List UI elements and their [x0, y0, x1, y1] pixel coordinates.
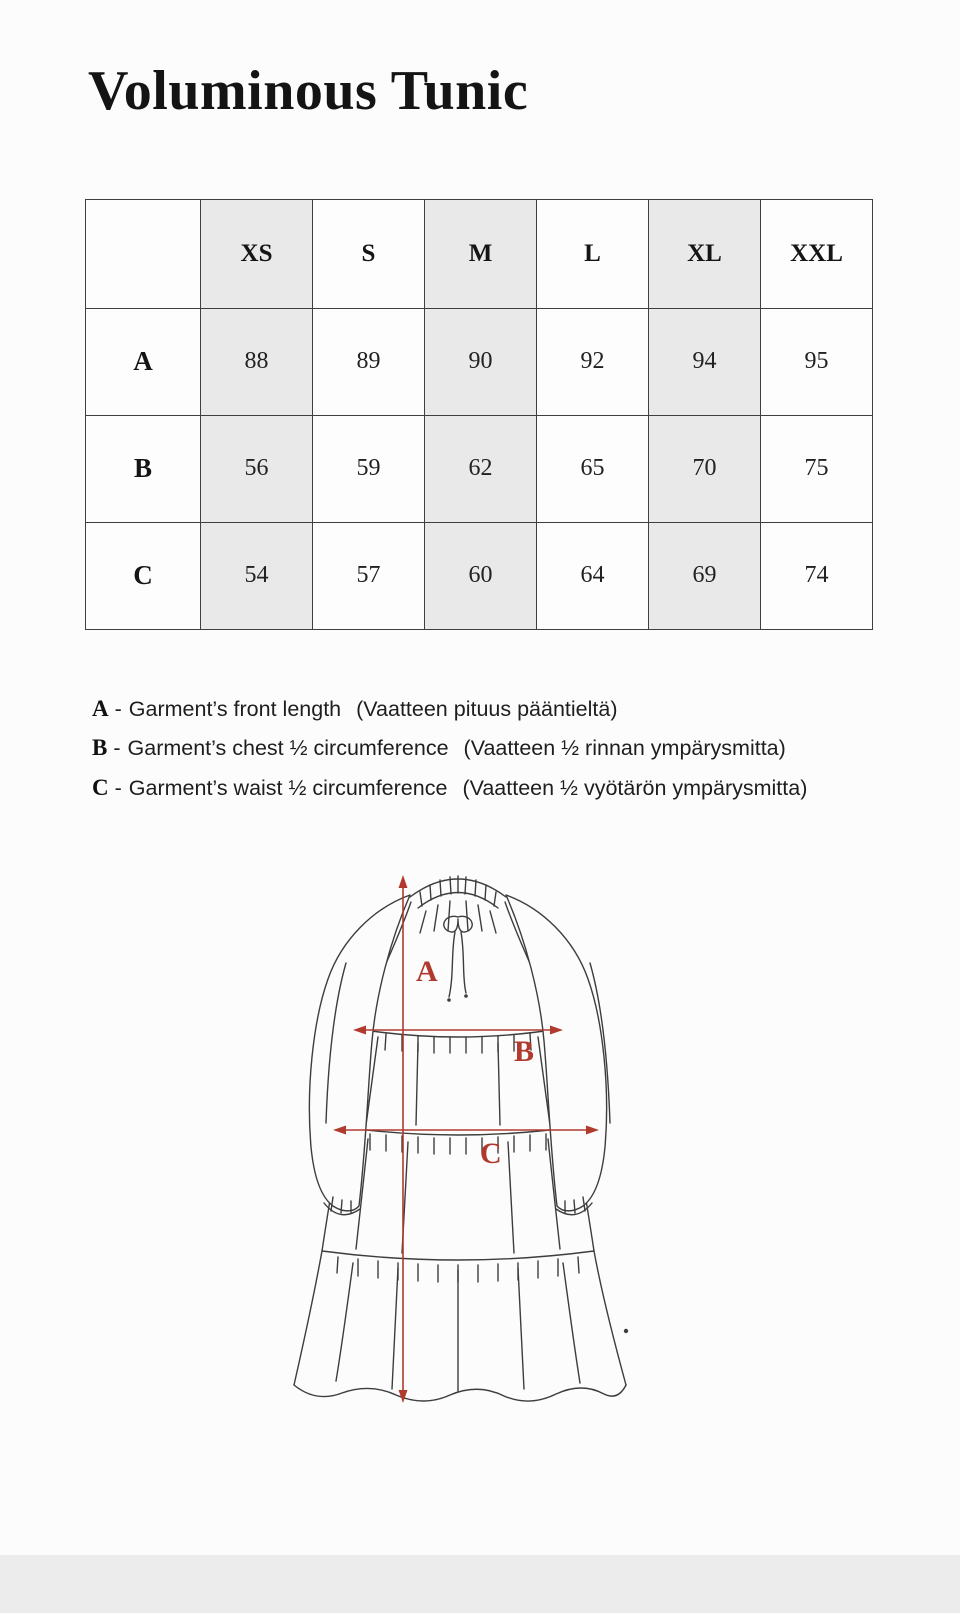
tie-end [447, 998, 451, 1002]
size-chart-table [85, 199, 873, 630]
size-cell: 88 [201, 308, 313, 415]
size-cell: 62 [425, 415, 537, 522]
size-cell: 74 [761, 522, 873, 629]
legend-translation: (Vaatteen ½ vyötärön ympärysmitta) [462, 775, 808, 800]
ink-dot [624, 1329, 628, 1333]
column-header-l: L [537, 199, 649, 308]
tier-side [594, 1251, 626, 1385]
table-row-c [86, 522, 873, 629]
legend-letter: A [92, 695, 109, 721]
tie-end [464, 994, 468, 998]
diagram-label-c: C [480, 1137, 502, 1171]
column-header-xxl: XXL [761, 199, 873, 308]
corner-cell [86, 199, 201, 308]
legend-translation: (Vaatteen pituus pääntieltä) [356, 696, 618, 721]
legend-item-b [92, 735, 960, 761]
legend-separator: - [114, 696, 122, 721]
legend-text: Garment’s front length [128, 696, 342, 721]
legend-item-a [92, 696, 960, 722]
diagram-label-a: A [416, 955, 438, 989]
size-cell: 60 [425, 522, 537, 629]
row-label-a: A [86, 308, 201, 415]
size-cell: 95 [761, 308, 873, 415]
size-cell: 54 [201, 522, 313, 629]
table-row-b [86, 415, 873, 522]
size-cell: 90 [425, 308, 537, 415]
measurement-legend [92, 696, 960, 801]
size-cell: 75 [761, 415, 873, 522]
neck-gather-ticks [420, 876, 496, 906]
column-header-xs: XS [201, 199, 313, 308]
size-cell: 59 [313, 415, 425, 522]
legend-letter: B [92, 735, 108, 761]
column-header-s: S [313, 199, 425, 308]
row-label-b: B [86, 415, 201, 522]
size-cell: 56 [201, 415, 313, 522]
legend-text: Garment’s waist ½ circumference [128, 775, 448, 800]
tie-strings [449, 932, 466, 997]
cuff-ruffle [324, 1203, 592, 1215]
size-cell: 92 [537, 308, 649, 415]
tunic-sketch [294, 876, 628, 1401]
column-header-m: M [425, 199, 537, 308]
size-cell: 70 [649, 415, 761, 522]
size-cell: 69 [649, 522, 761, 629]
bottom-strip [0, 1555, 960, 1613]
page-title: Voluminous Tunic [88, 60, 529, 122]
lower-seam [322, 1251, 594, 1260]
hem-line [294, 1385, 626, 1401]
tunic-diagram [258, 845, 678, 1425]
waist-seam [342, 1127, 574, 1135]
fold-lines [336, 1263, 580, 1391]
legend-separator: - [113, 736, 121, 761]
tier-side [294, 1251, 322, 1385]
legend-separator: - [114, 775, 122, 800]
column-header-xl: XL [649, 199, 761, 308]
size-header-row [86, 199, 873, 308]
table-row-a [86, 308, 873, 415]
legend-item-c [92, 775, 960, 801]
cuff-ticks [331, 1197, 585, 1213]
legend-text: Garment’s chest ½ circumference [127, 736, 449, 761]
legend-letter: C [92, 774, 109, 800]
size-cell: 57 [313, 522, 425, 629]
diagram-label-b: B [514, 1035, 535, 1069]
row-label-c: C [86, 522, 201, 629]
size-cell: 89 [313, 308, 425, 415]
fold-lines [356, 1139, 560, 1253]
size-cell: 94 [649, 308, 761, 415]
size-cell: 65 [537, 415, 649, 522]
arrow-a-head-top [399, 875, 408, 888]
legend-translation: (Vaatteen ½ rinnan ympärysmitta) [463, 736, 786, 761]
size-cell: 64 [537, 522, 649, 629]
